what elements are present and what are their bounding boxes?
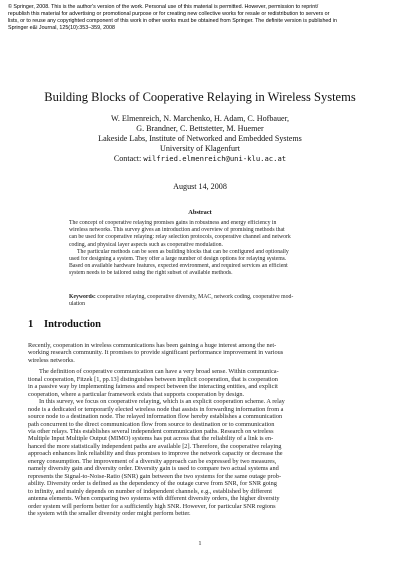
keywords-line: ulation [69, 301, 85, 308]
copyright-line: lists, or to reuse any copyrighted component of this work in other works must be obtained from Springer. The definite version is published in [8, 18, 338, 25]
abstract-line: can be used for cooperative relaying: relay selection protocols, cooperative channel and network [69, 234, 291, 241]
body-line: ability. Diversity order is defined as the dependency of the outage curve from SNR, for SNR going [28, 480, 277, 488]
abstract-heading: Abstract [188, 209, 212, 216]
affiliation-line: University of Klagenfurt [159, 144, 241, 153]
body-line: order system will perform better for a sufficiently high SNR. However, for particular SNR regions [28, 502, 276, 510]
abstract-line: system needs to be tailored using the right subset of available methods. [69, 270, 233, 277]
body-line: node is a dedicated or temporarily elected wireless node that assists in forwarding information from a [28, 405, 284, 413]
body-line: Multiple Input Multiple Output (MIMO) systems has put across that the reliability of a link is en- [28, 435, 274, 443]
keywords-label: Keywords: [69, 294, 96, 300]
body-line: namely diversity gain and diversity order. Diversity gain is used to compare two actual systems and [28, 465, 279, 473]
copyright-notice [8, 4, 392, 32]
paper-date: August 14, 2008 [173, 182, 227, 191]
body-line: working research community. It promises to provide significant performance improvement in various [28, 349, 284, 357]
affiliation-line: Lakeside Labs, Institute of Networked and Embedded Systems [98, 134, 302, 143]
body-line: represents the Signal-to-Noise-Ratio (SNR) gain between the two systems for the same outage prob- [28, 472, 282, 480]
author-block [0, 114, 400, 164]
body-line: antenna elements. When comparing two systems with different diversity orders, the higher diversity [28, 495, 280, 503]
authors-line: G. Brandner, C. Bettstetter, M. Huemer [136, 124, 264, 133]
authors-line: W. Elmenreich, N. Marchenko, H. Adam, C. Hofbauer, [110, 114, 290, 123]
abstract-line: Based on available hardware features, expected environment, and required services an efficient [69, 263, 288, 270]
body-line: approach enhances link reliability and thus promises to improve the network capacity or decrease the [28, 450, 283, 458]
body-line: cooperation, where a particular framework exists that supports cooperation by design. [28, 390, 245, 398]
abstract-line: The particular methods can be seen as building blocks that can be configured and optionally [77, 248, 289, 255]
body-line: path concurrent to the direct communication flow from source to destination or to communication [28, 420, 275, 428]
body-line: The definition of cooperative communication can have a very broad sense. Within communica- [39, 368, 279, 376]
body-line: hanced the more statistically independent paths are available [2]. Therefore, the cooperative relaying [28, 442, 282, 450]
keywords [69, 294, 331, 308]
body-line: the system with the smaller diversity order might perform better. [28, 509, 191, 517]
copyright-line: republish this material for advertising or promotional purpose or for creating new collective works for resale or redistribution to servers or [8, 11, 330, 18]
page-number: 1 [198, 540, 202, 547]
section-number: 1 [28, 319, 34, 330]
section-heading [28, 319, 101, 330]
body-line: Recently, cooperation in wireless communications has been gaining a huge interest among the net- [28, 342, 277, 349]
body-line: energy consumption. The improvement of a diversity approach can be expressed by two measures, [28, 457, 277, 465]
abstract-line: The concept of cooperative relaying promises gains in robustness and energy efficiency in [69, 220, 277, 226]
abstract-line: coding, and physical layer aspects such as cooperative modulation. [69, 241, 223, 248]
contact-label: Contact: [113, 154, 144, 163]
section-title: Introduction [44, 319, 101, 330]
body-text [28, 342, 372, 517]
keywords-text: cooperative relaying, cooperative diversity, MAC, network coding, cooperative mod- [95, 294, 294, 300]
abstract-line: used for designing a system. They offer a large number of design options for relaying systems. [69, 256, 287, 263]
body-line: in a passive way by implementing fairness and respect between the interacting entities, and explicit [28, 383, 278, 391]
paper-title: Building Blocks of Cooperative Relaying in Wireless Systems [44, 90, 356, 104]
copyright-line: Springer e&i Journal, 125(10):353–359, 2008 [8, 25, 115, 32]
body-line: In this survey, we focus on cooperative relaying, which is an explicit cooperation scheme. A relay [39, 398, 285, 406]
body-line: tional cooperation, Fitzek [1, pp.13] distinguishes between implicit cooperation, that is cooperation [28, 375, 278, 383]
abstract-line: wireless networks. This survey gives an introduction and overview of promising methods that [69, 227, 285, 234]
abstract-text [69, 220, 331, 278]
keywords-line [69, 294, 331, 301]
body-line: source node to a destination node. The relayed information flow hereby establishes a communication [28, 413, 283, 421]
copyright-line: © Springer, 2008. This is the author's version of the work. Personal use of this material is permitted. However, permission to reprint/ [8, 4, 319, 10]
body-line: via other relays. This establishes several independent communication paths. Research on wireless [28, 427, 274, 435]
body-line: wireless networks. [28, 356, 75, 364]
body-line: to infinity, and mainly depends on number of independent channels, e.g., established by different [28, 487, 272, 495]
contact-line [0, 154, 400, 164]
contact-email: wilfried.elmenreich@uni-klu.ac.at [143, 154, 287, 163]
